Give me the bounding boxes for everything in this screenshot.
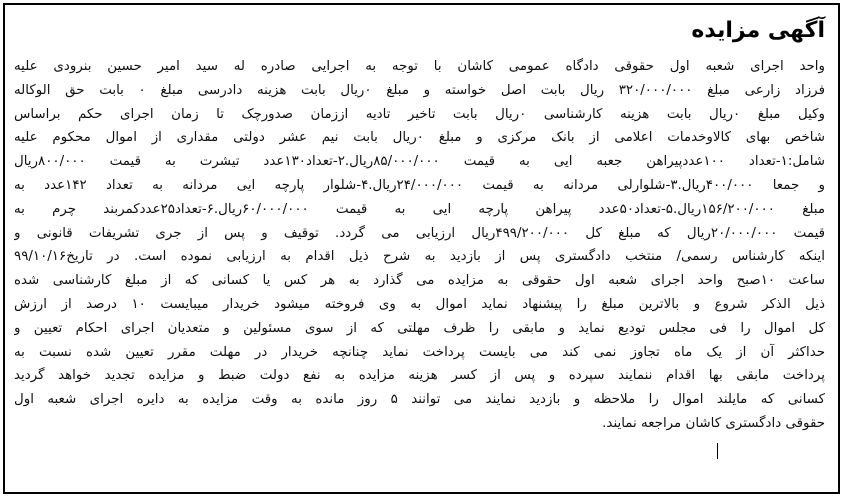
notice-line: ذیل الذکر شروع و بالاترین مبلغ را پیشنهاد نماید اموال به وی فروخته میشود خریدار میبایست ۱۰ درصد از ارزش	[14, 296, 825, 312]
notice-frame	[3, 3, 840, 494]
notice-line: قیمت ۲۰/۰۰۰/۰۰۰ریال که مبلغ کل ۴۹۹/۲۰۰/۰۰۰ریال ارزیابی می گردد. توقیف و پس از جری تشریفات قانونی و	[14, 225, 825, 241]
notice-line: مبلغ ۱۵۶/۲۰۰/۰۰۰ریال.۵-تعداد۵۰عدد پیراهن پارچه ایی به قیمت ۶۰/۰۰۰/۰۰۰ریال.۶-تعداد۲۵عددکمربند چرم به	[14, 201, 825, 217]
notice-line: فرزاد زارعی مبلغ ۳۲۰/۰۰۰/۰۰۰ ریال بابت اصل خواسته و مبلغ ۰ریال بابت هزینه دادرسی مبلغ ۰ بابت حق الوکاله	[14, 82, 825, 98]
notice-line: حداکثر آن از یک ماه تجاوز نمی کند می بایست پرداخت نماید چنانچه خریدار در مهلت مقرر تعیین شده نسبت به	[14, 344, 825, 360]
notice-line: ساعت ۱۰صبح واحد اجرای شعبه اول حقوقی به مزایده می گذارد به هر کس یا کسانی که از مبلغ کارشناسی شده	[14, 273, 825, 289]
notice-content	[14, 13, 829, 484]
notice-line: کسانی که مایلند اموال را ملاحظه و بازدید نمایند می توانند ۵ روز مانده به وقت مزایده به دایره اجرای شعبه اول	[14, 392, 825, 408]
notice-line: و جمعا ۴۰۰/۰۰۰ریال.۳-شلوارلی مردانه به قیمت ۲۴/۰۰۰/۰۰۰ریال.۴-شلوار پارچه ایی مردانه به تعداد ۱۴۲عدد به	[14, 177, 825, 193]
notice-line: حقوقی دادگستری کاشان مراجعه نمایند.	[602, 415, 825, 431]
notice-line: کل اموال را فی مجلس تودیع نماید و مابقی را ظرف مهلتی که از سوی مسئولین و متعدیان اجرای احکام تعیین و	[14, 320, 825, 336]
notice-line: پرداخت مابقی بها اقدام ننمایند سپرده و پس از کسر هزینه مزایده به نفع دولت ضبط و مزایده تجدید خواهد گردید	[14, 368, 825, 384]
notice-line: واحد اجرای شعبه اول حقوقی دادگاه عمومی کاشان با توجه به اجرایی صادره له سید امیر حسین بنرودی علیه	[14, 59, 825, 74]
notice-line: وکیل مبلغ ۰ریال بابت هزینه کارشناسی ۰ریال بابت تاخیر تادیه اززمان صدورچک تا زمان اجرای حکم براساس	[14, 106, 825, 122]
notice-line: شامل:۱-تعداد ۱۰۰عددپیراهن جعبه ایی به قیمت ۸۵/۰۰۰/۰۰۰ریال.۲-تعداد۱۳۰عدد تیشرت به قیمت ۸۰۰/۰۰۰ریال	[14, 154, 825, 170]
notice-body	[14, 55, 825, 436]
notice-line: اینکه کارشناس رسمی/ منتخب دادگستری پس از بازدید به شرح ذیل اقدام به ارزیابی نموده است. در تاریخ۹۹/۱۰/۱۶	[14, 249, 825, 265]
notice-title: آگهی مزایده	[691, 18, 825, 43]
notice-line: شاخص بهای کالاوخدمات اعلامی از بانک مرکزی و مبلغ ۰ریال بابت نیم عشر دولتی مقداری از اموال محکوم علیه	[14, 130, 825, 146]
text-cursor	[717, 443, 718, 459]
